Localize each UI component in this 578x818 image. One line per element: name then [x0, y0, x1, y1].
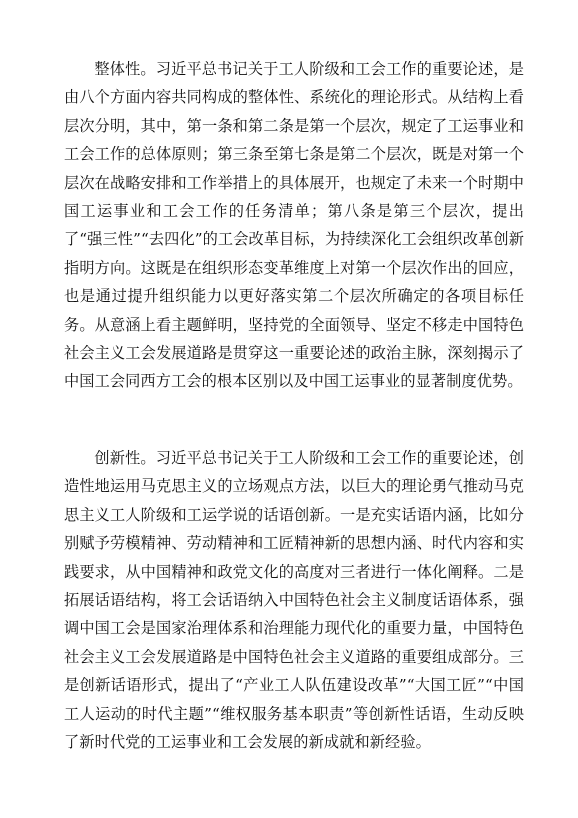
paragraph-innovation: 创新性。习近平总书记关于工人阶级和工会工作的重要论述，创造性地运用马克思主义的立场观点方法，以巨大的理论勇气推动马克思主义工人阶级和工运学说的话语创新。一是充实话语内涵，比如分别赋予劳模精神、劳动精神和工匠精神新的思想内涵、时代内容和实践要求，从中国精神和政党文化的高度对三者进行一体化阐释。二是拓展话语结构，将工会话语纳入中国特色社会主义制度话语体系，强调中国工会是国家治理体系和治理能力现代化的重要力量，中国特色社会主义工会发展道路是中国特色社会主义道路的重要组成部分。三是创新话语形式，提出了“产业工人队伍建设改革”“大国工匠”“中国工人运动的时代主题”“维权服务基本职责”等创新性话语，生动反映了新时代党的工运事业和工会发展的新成就和新经验。: [64, 449, 524, 752]
paragraph-integrity: 整体性。习近平总书记关于工人阶级和工会工作的重要论述，是由八个方面内容共同构成的整体性、系统化的理论形式。从结构上看层次分明，其中，第一条和第二条是第一个层次，规定了工运事业和工会工作的总体原则；第三条至第七条是第二个层次，既是对第一个层次在战略安排和工作举措上的具体展开，也规定了未来一个时期中国工运事业和工会工作的任务清单；第八条是第三个层次，提出了“强三性”“去四化”的工会改革目标，为持续深化工会组织改革创新指明方向。这既是在组织形态变革维度上对第一个层次作出的回应，也是通过提升组织能力以更好落实第二个层次所确定的各项目标任务。从意涵上看主题鲜明，坚持党的全面领导、坚定不移走中国特色社会主义工会发展道路是贯穿这一重要论述的政治主脉，深刻揭示了中国工会同西方工会的根本区别以及中国工运事业的显著制度优势。: [64, 60, 524, 391]
